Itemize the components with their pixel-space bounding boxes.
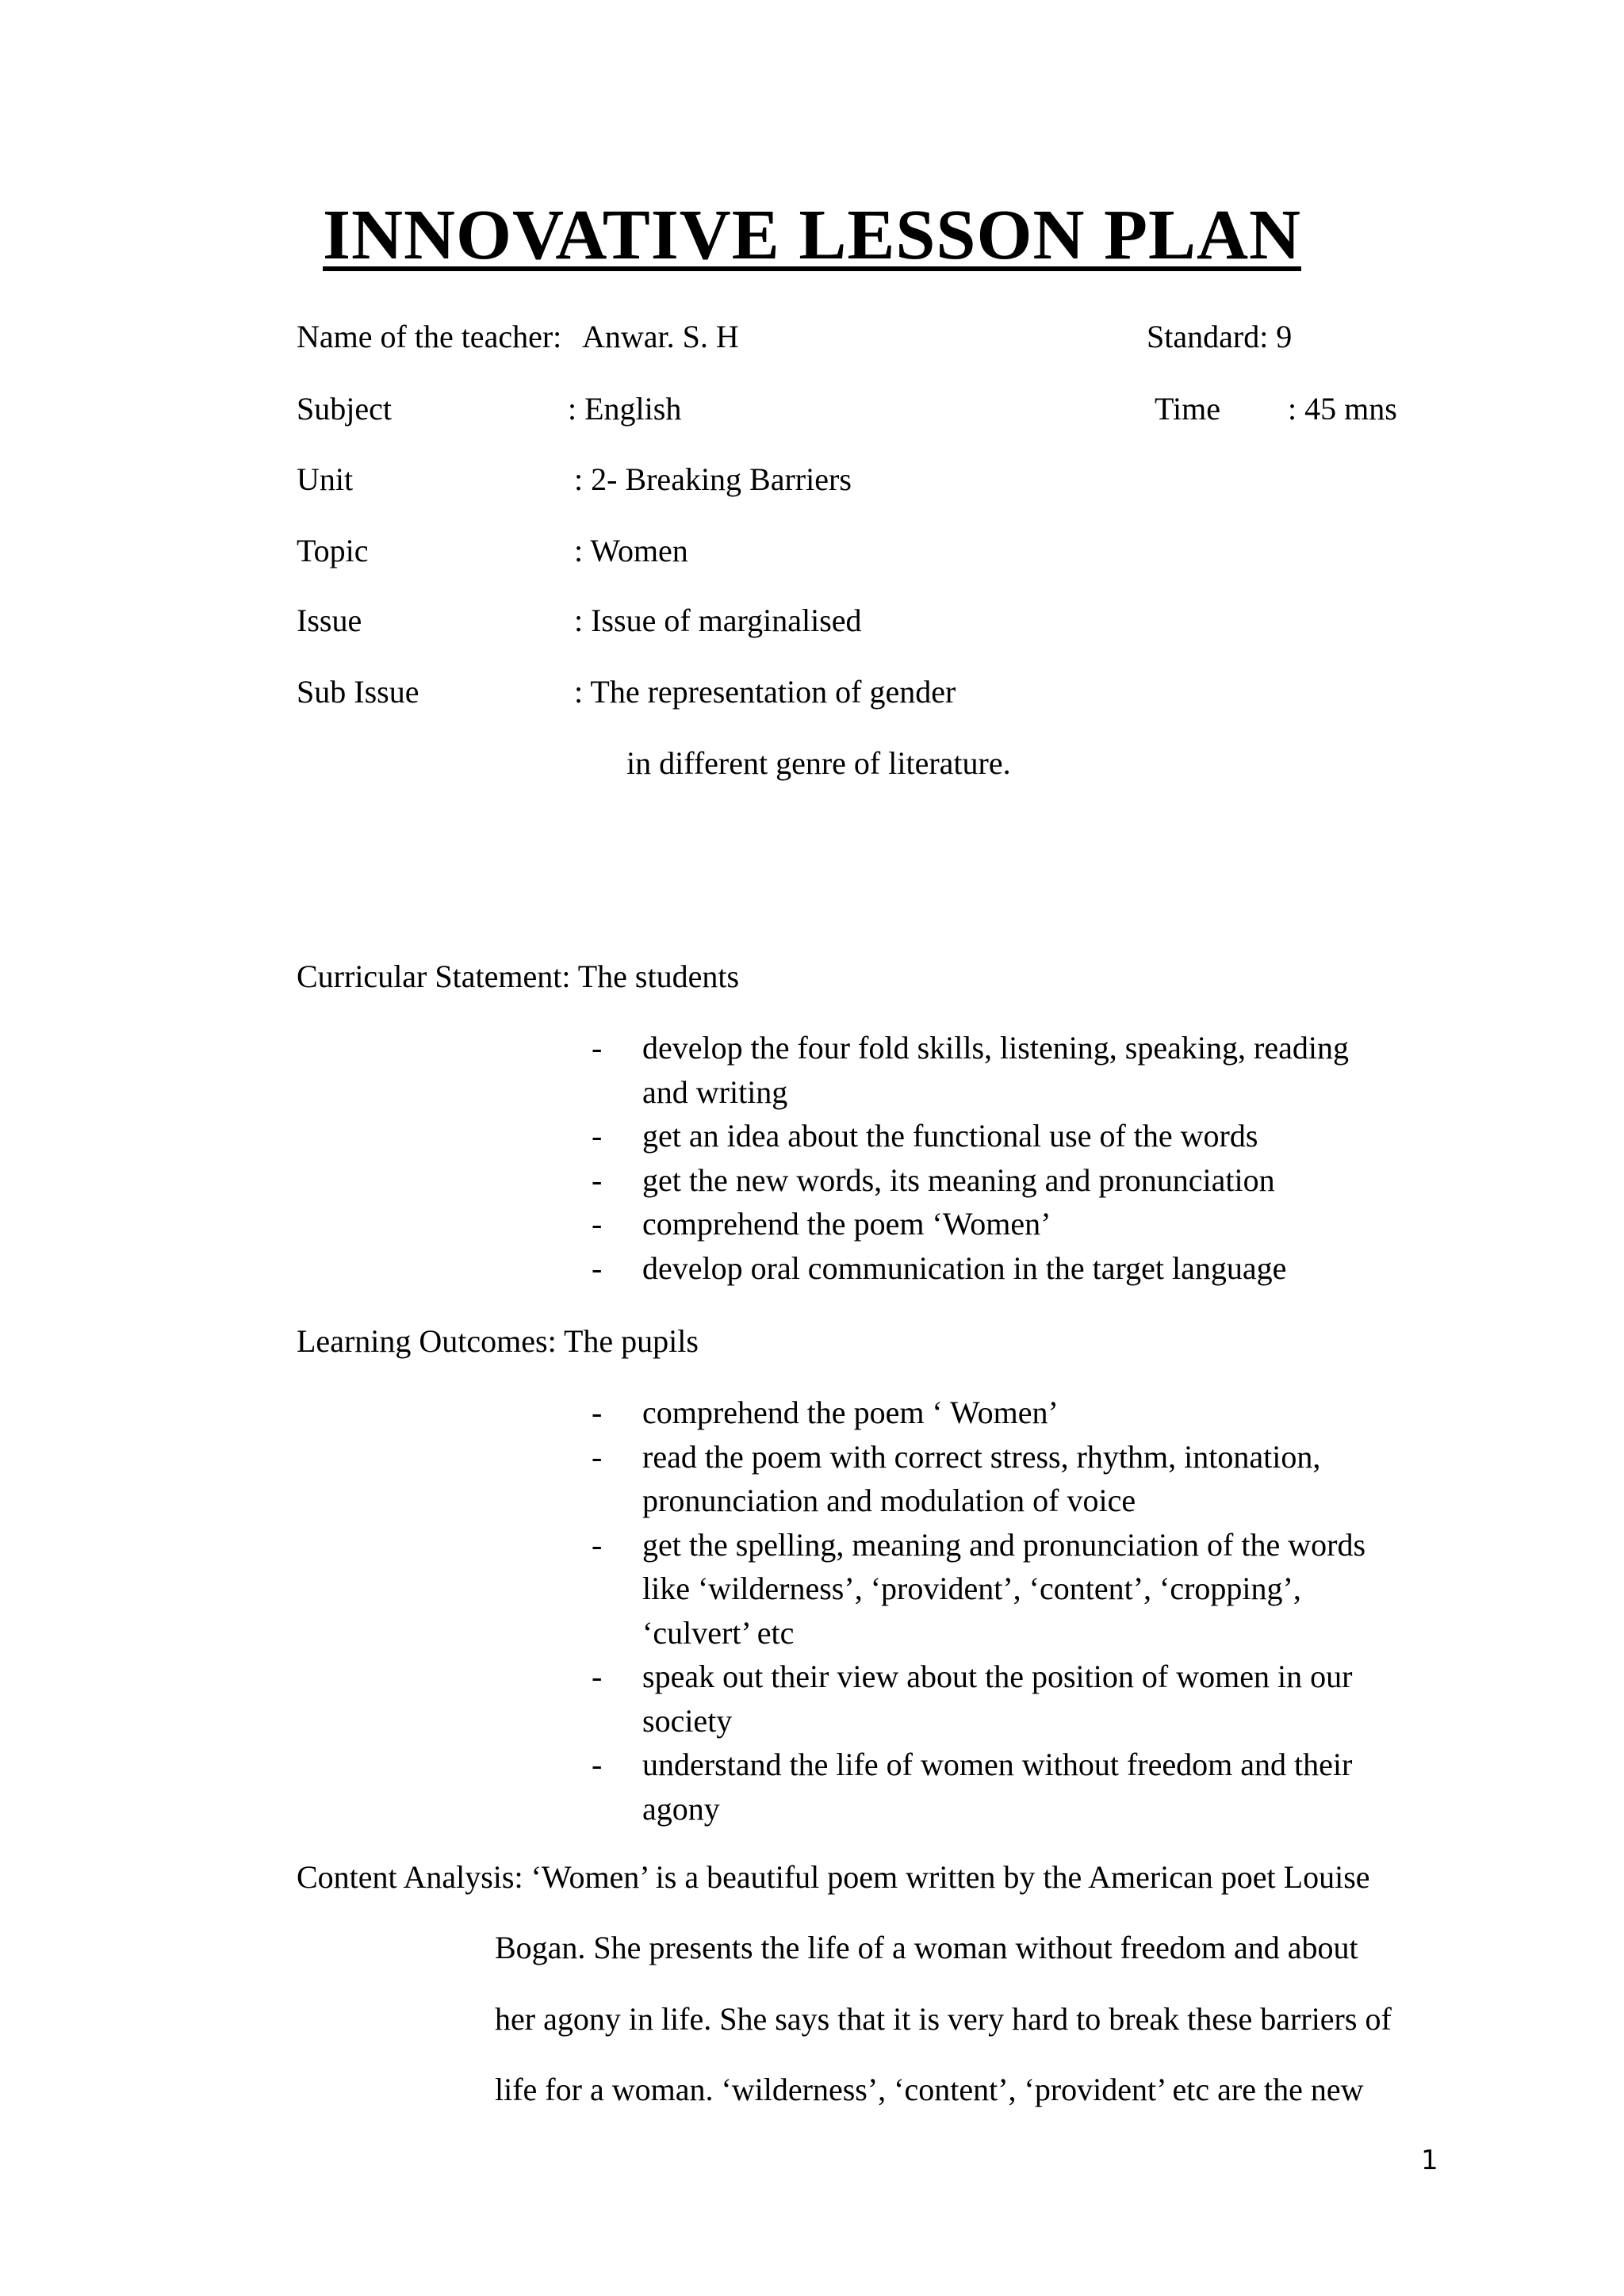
curricular-heading: Curricular Statement: The students — [297, 959, 740, 994]
list-item-text: comprehend the poem ‘Women’ — [642, 1206, 1051, 1242]
time-value: : 45 mns — [1288, 391, 1397, 427]
list-item-text: get the new words, its meaning and pronunciation — [642, 1161, 1275, 1198]
content-analysis-line: Bogan. She presents the life of a woman without freedom and about — [495, 1930, 1358, 1965]
list-item-text: society — [642, 1702, 733, 1739]
topic-value: : Women — [574, 533, 688, 568]
list-item-text: speak out their view about the position of women in our — [642, 1659, 1353, 1694]
unit-value: : 2- Breaking Barriers — [574, 461, 852, 497]
teacher-value: Anwar. S. H — [582, 319, 739, 354]
list-item-text: read the poem with correct stress, rhythm, intonation, — [642, 1438, 1321, 1475]
issue-value: : Issue of marginalised — [574, 603, 862, 638]
bullet-dash: - — [592, 1161, 603, 1198]
list-item-text: get the spelling, meaning and pronunciation of the words — [642, 1526, 1366, 1563]
content-analysis-line: her agony in life. She says that it is very hard to break these barriers of — [495, 2001, 1392, 2037]
subject-label: Subject — [297, 391, 392, 427]
time-label: Time — [1155, 391, 1221, 427]
bullet-dash: - — [592, 1206, 603, 1242]
bullet-dash: - — [592, 1395, 603, 1430]
list-item-text: develop the four fold skills, listening, speaking, reading — [642, 1030, 1349, 1066]
list-item-text: and writing — [642, 1073, 788, 1110]
bullet-dash: - — [592, 1747, 603, 1782]
issue-label: Issue — [297, 603, 362, 638]
page-number: 1 — [1421, 2145, 1438, 2176]
bullet-dash: - — [592, 1249, 603, 1286]
subissue-label: Sub Issue — [297, 674, 419, 710]
unit-label: Unit — [297, 461, 354, 497]
bullet-dash: - — [592, 1118, 603, 1154]
content-analysis-line: life for a woman. ‘wilderness’, ‘content’, ‘provident’ etc are the new — [495, 2072, 1364, 2107]
topic-label: Topic — [297, 533, 369, 568]
subissue-value-continued: in different genre of literature. — [626, 745, 1011, 781]
list-item-text: comprehend the poem ‘ Women’ — [642, 1395, 1059, 1430]
bullet-dash: - — [592, 1030, 603, 1066]
standard-label: Standard: 9 — [1147, 319, 1293, 354]
outcomes-heading: Learning Outcomes: The pupils — [297, 1323, 699, 1359]
bullet-dash: - — [592, 1526, 603, 1563]
list-item-text: ‘culvert’ etc — [642, 1614, 795, 1651]
subject-value: : English — [568, 391, 682, 427]
list-item-text: understand the life of women without freedom and their — [642, 1747, 1353, 1782]
list-item-text: develop oral communication in the target language — [642, 1249, 1287, 1286]
teacher-label: Name of the teacher: — [297, 319, 562, 354]
list-item-text: like ‘wilderness’, ‘provident’, ‘content’, ‘cropping’, — [642, 1571, 1301, 1606]
list-item-text: pronunciation and modulation of voice — [642, 1483, 1136, 1518]
bullet-dash: - — [592, 1438, 603, 1475]
document-title: INNOVATIVE LESSON PLAN — [323, 196, 1301, 274]
list-item-text: get an idea about the functional use of the words — [642, 1118, 1258, 1154]
list-item-text: agony — [642, 1790, 720, 1827]
subissue-value: : The representation of gender — [574, 674, 956, 710]
bullet-dash: - — [592, 1659, 603, 1694]
content-analysis-line: Content Analysis: ‘Women’ is a beautiful poem written by the American poet Louise — [297, 1859, 1370, 1895]
